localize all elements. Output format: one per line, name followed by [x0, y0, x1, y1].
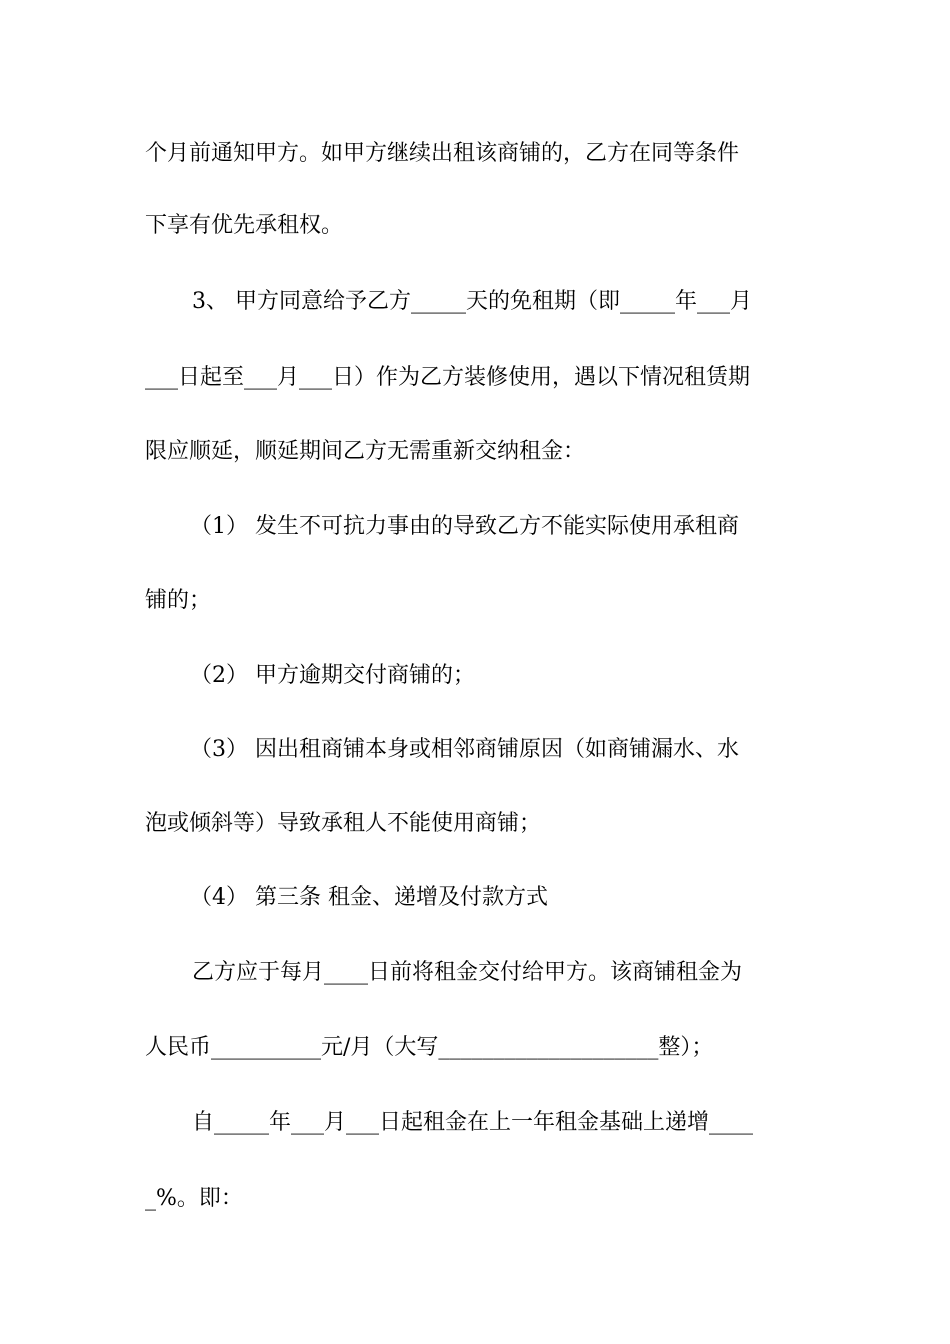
item-3-line-1: （3） 因出租商铺本身或相邻商铺原因（如商铺漏水、水 [190, 737, 739, 762]
item-2-line: （2） 甲方逾期交付商铺的； [190, 663, 475, 688]
clause-3-line-1: 3、 甲方同意给予乙方_____天的免租期（即_____年___月 [192, 289, 752, 314]
item-4-line: （4） 第三条 租金、递增及付款方式 [190, 885, 548, 910]
item-3-line-2: 泡或倾斜等）导致承租人不能使用商铺； [145, 811, 542, 836]
item-1-line-2: 铺的； [145, 588, 212, 613]
clause-3-line-2: ___日起至___月___日）作为乙方装修使用，遇以下情况租赁期 [145, 365, 751, 390]
item-1-line-1: （1） 发生不可抗力事由的导致乙方不能实际使用承租商 [190, 514, 739, 539]
text-line-2: 下享有优先承租权。 [145, 213, 344, 238]
clause-3-line-3: 限应顺延，顺延期间乙方无需重新交纳租金： [145, 439, 586, 464]
text-line-1: 个月前通知甲方。如甲方继续出租该商铺的，乙方在同等条件 [145, 141, 740, 166]
rent-payment-line-1: 乙方应于每月____日前将租金交付给甲方。该商铺租金为 [192, 960, 743, 985]
rent-increase-line-2: _%。即： [145, 1186, 243, 1211]
rent-increase-line-1: 自_____年___月___日起租金在上一年租金基础上递增____ [192, 1110, 754, 1135]
rent-payment-line-2: 人民币__________元/月（大写____________________整）； [145, 1035, 714, 1060]
